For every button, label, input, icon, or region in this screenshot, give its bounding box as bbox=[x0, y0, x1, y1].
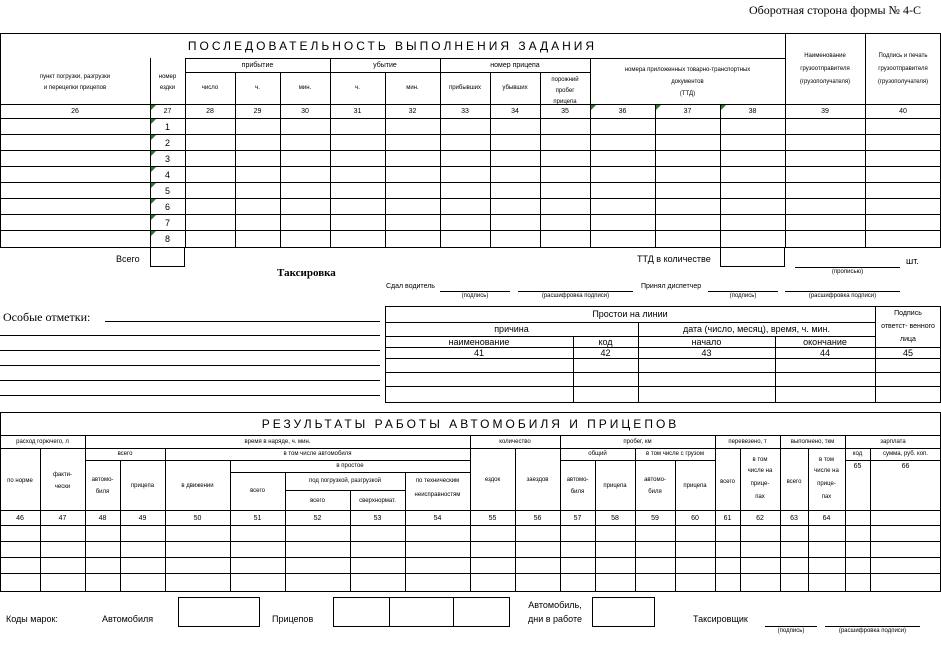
total-field[interactable] bbox=[150, 247, 185, 267]
mileage-car-2: биля bbox=[570, 489, 585, 495]
mileage-car: автомо- bbox=[566, 477, 589, 483]
done-incl-3: прице- bbox=[817, 481, 836, 487]
notes-label: Особые отметки: bbox=[3, 310, 91, 324]
col-number: 64 bbox=[822, 515, 831, 522]
done-incl-2: числе на bbox=[814, 468, 839, 474]
col-number: 40 bbox=[899, 108, 907, 115]
results-title: РЕЗУЛЬТАТЫ РАБОТЫ АВТОМОБИЛЯ И ПРИЦЕПОВ bbox=[261, 417, 680, 431]
form-label: Оборотная сторона формы № 4-С bbox=[749, 3, 921, 17]
time-car-2: биля bbox=[95, 489, 110, 495]
col-number: 35 bbox=[561, 108, 569, 115]
fuel-header: расход горючего, л bbox=[16, 439, 69, 445]
mileage-trailer: прицепа bbox=[603, 483, 627, 489]
col-number: 51 bbox=[253, 515, 262, 522]
idle-datetime: дата (число, месяц), время, ч. мин. bbox=[682, 324, 831, 334]
carried-header: перевезено, т bbox=[728, 439, 767, 445]
col-number: 32 bbox=[408, 108, 417, 115]
row-number: 8 bbox=[164, 234, 170, 244]
car-code-field[interactable] bbox=[178, 597, 260, 627]
driver-sign-caption: (подпись) bbox=[461, 293, 489, 299]
col-number: 48 bbox=[98, 515, 107, 522]
time-header: время в наряде, ч. мин. bbox=[244, 439, 311, 445]
col-number: 63 bbox=[790, 515, 798, 522]
done-incl: в том bbox=[819, 457, 834, 463]
time-total: всего bbox=[117, 451, 133, 457]
idle-num: 45 bbox=[902, 348, 913, 358]
fuel-fact-2: чески bbox=[54, 484, 71, 490]
row-number: 5 bbox=[164, 186, 170, 196]
header-shipper: Наименование bbox=[804, 53, 846, 59]
qty-header: количество bbox=[499, 439, 531, 445]
col-number: 54 bbox=[433, 515, 442, 522]
col-number: 50 bbox=[193, 515, 202, 522]
col-number: 37 bbox=[683, 108, 692, 115]
col-number: 39 bbox=[821, 108, 829, 115]
driver-label: Сдал водитель bbox=[386, 283, 435, 290]
taxer-decode-caption: (расшифровка подписи) bbox=[838, 628, 907, 634]
col-number: 38 bbox=[748, 108, 757, 115]
idle-reason: причина bbox=[494, 324, 529, 334]
header-empty-3: прицепа bbox=[553, 99, 577, 105]
time-trailer: прицепа bbox=[130, 483, 155, 489]
done-incl-4: пах bbox=[821, 494, 832, 500]
col-number: 53 bbox=[373, 515, 382, 522]
dispatcher-decode-caption: (расшифровка подписи) bbox=[808, 293, 877, 299]
fuel-fact: факти- bbox=[52, 472, 73, 478]
col-number: 29 bbox=[253, 108, 262, 115]
header-day: число bbox=[201, 85, 219, 91]
time-car: автомо- bbox=[91, 477, 114, 483]
days-field[interactable] bbox=[592, 597, 655, 627]
taxer-label: Таксировщик bbox=[693, 614, 748, 624]
header-docs-2: документов bbox=[671, 79, 704, 85]
col-number: 61 bbox=[723, 515, 732, 522]
header-sign-2: грузоотправителя bbox=[878, 66, 928, 72]
header-hour-2: ч. bbox=[355, 85, 360, 91]
col-number: 34 bbox=[511, 108, 519, 115]
qty-stops: заездов bbox=[526, 477, 549, 483]
idle-num: 41 bbox=[473, 348, 484, 358]
row-number: 2 bbox=[164, 138, 170, 148]
trailer-codes-field[interactable] bbox=[333, 597, 510, 627]
header-min-2: мин. bbox=[406, 85, 419, 91]
mileage-trailer-b: прицепа bbox=[683, 483, 707, 489]
sequence-title: ПОСЛЕДОВАТЕЛЬНОСТЬ ВЫПОЛНЕНИЯ ЗАДАНИЯ bbox=[187, 39, 598, 53]
header-empty-2: пробег bbox=[555, 88, 575, 94]
idle-num: 44 bbox=[819, 348, 830, 358]
carried-incl: в том bbox=[752, 457, 768, 463]
header-docs: номера приложенных товарно-транспортных bbox=[624, 67, 751, 73]
header-trailer: номер прицепа bbox=[490, 62, 540, 69]
col-number: 60 bbox=[691, 515, 699, 522]
idle-resp-3: лица bbox=[900, 336, 916, 343]
idle-resp: Подпись bbox=[894, 310, 922, 317]
header-shipper-2: грузоотправителя bbox=[800, 66, 850, 72]
idle-code: код bbox=[598, 337, 613, 347]
header-sign: Подпись и печать bbox=[878, 53, 928, 59]
col-number: 55 bbox=[488, 515, 497, 522]
row-number: 4 bbox=[164, 170, 170, 180]
idle-num: 42 bbox=[600, 348, 611, 358]
col-number: 28 bbox=[206, 108, 214, 115]
ttd-count-field[interactable] bbox=[720, 247, 785, 267]
done-total: всего bbox=[786, 479, 802, 485]
dispatcher-sign-caption: (подпись) bbox=[729, 293, 757, 299]
salary-num: 65 bbox=[853, 463, 862, 470]
loading-over: сверхнормат. bbox=[359, 498, 396, 504]
mileage-car-b: автомо- bbox=[644, 477, 666, 483]
done-header: выполнено, ткм bbox=[790, 439, 835, 445]
header-empty: порожний bbox=[551, 77, 579, 83]
col-number: 62 bbox=[756, 515, 764, 522]
idle-name: наименование bbox=[448, 337, 510, 347]
col-number: 47 bbox=[58, 515, 67, 522]
header-ride-2: ездки bbox=[159, 85, 176, 91]
total-label: Всего bbox=[116, 254, 140, 264]
row-number: 1 bbox=[164, 122, 170, 132]
days-label-2: дни в работе bbox=[527, 614, 583, 624]
col-number: 31 bbox=[353, 108, 362, 115]
car-label: Автомобиля bbox=[102, 614, 154, 624]
codes-label: Коды марок: bbox=[6, 614, 58, 624]
idle-end: окончание bbox=[803, 337, 847, 347]
header-point: пункт погрузки, разгрузки bbox=[39, 74, 111, 80]
fuel-norm: по норме bbox=[7, 478, 33, 484]
col-number: 27 bbox=[163, 108, 172, 115]
header-hour: ч. bbox=[255, 85, 260, 91]
time-incl-car: в том числе автомобиля bbox=[283, 451, 352, 457]
driver-decode-caption: (расшифровка подписи) bbox=[541, 293, 610, 299]
header-min: мин. bbox=[298, 85, 312, 91]
mileage-header: пробег, км bbox=[623, 439, 652, 445]
carried-incl-2: числе на bbox=[747, 468, 773, 474]
col-number: 26 bbox=[71, 108, 79, 115]
tech-header: по техническим bbox=[415, 478, 460, 484]
col-number: 36 bbox=[618, 108, 627, 115]
taxation-title: Таксировка bbox=[277, 267, 336, 279]
idle-start: начало bbox=[691, 337, 722, 347]
header-depart: убытие bbox=[373, 62, 397, 69]
loading-total: всего bbox=[310, 498, 325, 504]
col-number: 59 bbox=[651, 515, 659, 522]
col-number: 58 bbox=[611, 515, 619, 522]
idle-num: 43 bbox=[701, 348, 712, 358]
days-label: Автомобиль, bbox=[528, 600, 582, 610]
taxer-sign-caption: (подпись) bbox=[777, 628, 805, 634]
idle-resp-2: ответст- венного bbox=[881, 323, 935, 330]
carried-incl-3: прице- bbox=[750, 481, 770, 487]
header-shipper-3: (грузополучателя) bbox=[799, 79, 851, 85]
trailers-label: Прицепов bbox=[272, 614, 314, 624]
header-docs-3: (ТТД) bbox=[679, 91, 696, 97]
header-departed: убывших bbox=[502, 85, 528, 91]
col-number: 33 bbox=[461, 108, 469, 115]
idle-total: всего bbox=[250, 488, 265, 494]
tech-header-2: неисправностям bbox=[414, 492, 461, 498]
salary-sum: сумма, руб. коп. bbox=[883, 451, 928, 457]
col-number: 30 bbox=[301, 108, 309, 115]
mileage-cargo: в том числе с грузом bbox=[646, 451, 704, 457]
header-ride: номер bbox=[158, 74, 177, 80]
words-caption: (прописью) bbox=[831, 269, 864, 275]
time-moving: в движении bbox=[181, 483, 214, 489]
pcs-label: шт. bbox=[906, 256, 919, 266]
header-point-2: и перецепки прицепов bbox=[43, 85, 107, 91]
row-number: 6 bbox=[164, 202, 170, 212]
col-number: 57 bbox=[573, 515, 582, 522]
carried-total: всего bbox=[720, 479, 735, 485]
dispatcher-label: Принял диспетчер bbox=[641, 283, 702, 290]
carried-incl-4: пах bbox=[755, 494, 765, 500]
col-number: 56 bbox=[533, 515, 542, 522]
loading-header: под погрузкой, разгрузкой bbox=[308, 478, 382, 484]
salary-code: код bbox=[852, 451, 863, 457]
header-arrived: прибывших bbox=[448, 85, 482, 91]
ttd-count-label: ТТД в количестве bbox=[637, 254, 711, 264]
idle-title: Простои на линии bbox=[592, 309, 668, 319]
time-idle: в простое bbox=[336, 463, 364, 469]
mileage-car-b-2: биля bbox=[648, 489, 662, 495]
header-arrival: прибытие bbox=[241, 62, 274, 69]
header-sign-3: (грузополучателя) bbox=[877, 79, 929, 85]
col-number: 52 bbox=[313, 515, 322, 522]
qty-rides: ездок bbox=[484, 477, 501, 483]
salary-num: 66 bbox=[901, 463, 910, 470]
col-number: 46 bbox=[16, 515, 24, 522]
salary-header: зарплата bbox=[880, 439, 906, 445]
mileage-total: общий bbox=[588, 451, 607, 457]
col-number: 49 bbox=[138, 515, 147, 522]
row-number: 7 bbox=[164, 218, 170, 228]
row-number: 3 bbox=[164, 154, 170, 164]
